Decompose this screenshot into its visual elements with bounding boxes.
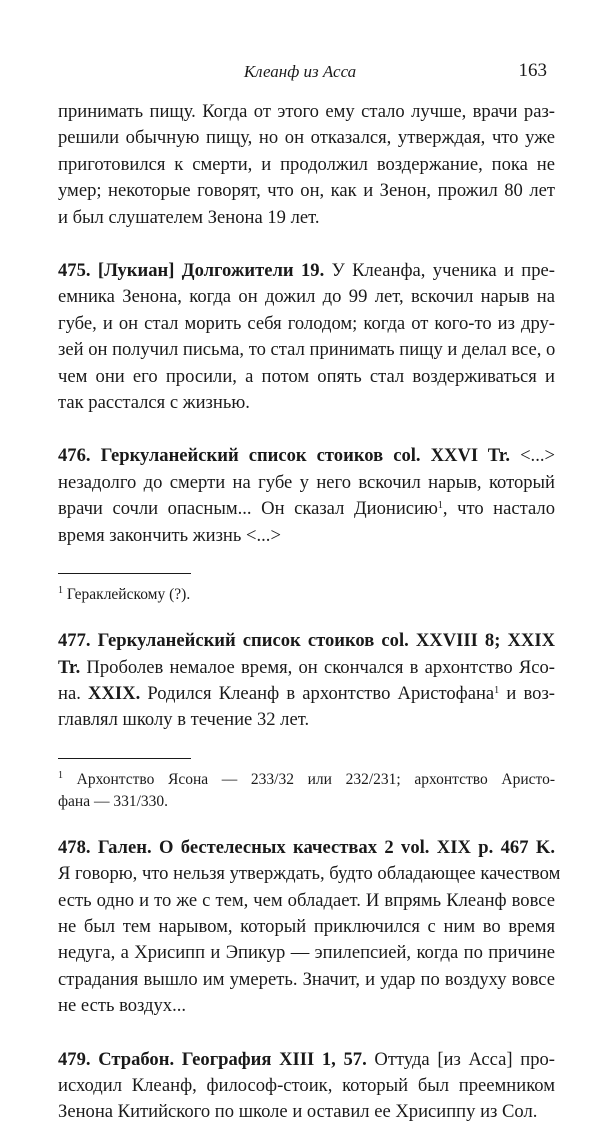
entry-heading: 475. [Лукиан] Долгожители 19.: [58, 260, 325, 282]
entry-475: [58, 258, 555, 416]
text-line: так расстался с жизнью.: [58, 392, 250, 414]
entry-479: [58, 1047, 555, 1126]
text-line: решили обычную пищу, но он отказался, утверждая, что уже: [58, 127, 555, 149]
page-number: 163: [518, 60, 547, 81]
entry-heading: 476. Геркуланейский список стоиков col. XXVI Tr.: [58, 445, 511, 467]
text-line: емника Зенона, когда он дожил до 99 лет, вскочил нарыв на: [58, 286, 555, 308]
text-line: губе, и он стал морить себя голодом; когда от кого-то из дру-: [58, 312, 555, 334]
text-line: 479. Страбон. География XIII 1, 57. Оттуда [из Асса] про-: [58, 1048, 556, 1070]
text-line: 475. [Лукиан] Долгожители 19. У Клеанфа, ученика и пре-: [58, 260, 555, 282]
running-title: Клеанф из Асса: [243, 62, 357, 81]
text-line: не есть воздух...: [58, 995, 187, 1017]
text-line: страдания вышло им умереть. Значит, и удар по воздуху вовсе: [58, 968, 555, 990]
text-line: приготовился к смерти, и продолжил воздержание, пока не: [58, 153, 555, 175]
text-line: незадолго до смерти на губе у него вскочил нарыв, который: [58, 471, 555, 493]
entry-477: [58, 628, 555, 734]
footnote-477: $^1$ Архонтство Ясона — 233/32 или 232/231; архонтство Аристо- фана — 331/330.: [58, 769, 555, 810]
text-line: и был слушателем Зенона 19 лет.: [58, 206, 320, 228]
footnote-marker: 1: [494, 684, 500, 696]
text-line: Tr. Проболев немалое время, он скончался в архонтство Ясо-: [58, 656, 555, 678]
text-line: врачи сочли опасным... Он сказал Дионисию$^1$, что настало: [58, 498, 555, 520]
entry-476: [58, 443, 555, 549]
footnote-marker: 1: [58, 769, 63, 781]
footnote-marker: 1: [437, 500, 443, 512]
text-line: Я говорю, что нельзя утверждать, будто обладающее качеством: [58, 863, 561, 885]
text-line: есть одно и то же с тем, чем обладает. И впрямь Клеанф вовсе: [58, 889, 555, 911]
text-line: чем они его просили, а потом опять стал воздерживаться и: [58, 365, 555, 387]
entry-478: [58, 835, 561, 1020]
text-line: [58, 835, 555, 861]
footnote-marker: 1: [58, 585, 63, 597]
entry-heading: 478. Гален. О бестелесных качествах 2 vol. XIX p. 467 K.: [58, 836, 555, 858]
continued-paragraph: [58, 99, 555, 231]
text-line: на. XXIX. Родился Клеанф в архонтство Аристофана$^1$ и воз-: [58, 682, 555, 704]
text-line: главлял школу в течение 32 лет.: [58, 709, 310, 731]
text-line: недуга, а Хрисипп и Эпикур — эпилепсией, когда по причине: [58, 942, 555, 964]
text-line: время закончить жизнь <...>: [58, 524, 281, 546]
text-line: зей он получил письма, то стал принимать пищу и делал все, о: [58, 339, 556, 361]
entry-heading: 479. Страбон. География XIII 1, 57.: [58, 1048, 367, 1070]
entry-heading: 477. Геркуланейский список стоиков col. XXVIII 8; XXIX: [58, 630, 555, 652]
text-line: [58, 628, 555, 654]
text-line: принимать пищу. Когда от этого ему стало лучше, врачи раз-: [58, 101, 555, 122]
body-text: [58, 99, 561, 1126]
footnote-476: $^1$ Гераклейскому (?).: [58, 585, 191, 604]
footnote-rule: [58, 573, 191, 574]
text-line: не был тем нарывом, который приключился с ним во время: [58, 915, 555, 937]
footnote-rule: [58, 758, 191, 759]
text-line: Зенона Китийского по школе и оставил ее Хрисиппу из Сол.: [58, 1101, 538, 1123]
text-line: умер; некоторые говорят, что он, как и Зенон, прожил 80 лет: [58, 180, 555, 202]
text-line: 476. Геркуланейский список стоиков col. XXVI Tr. <...>: [58, 445, 555, 467]
text-line: исходил Клеанф, философ-стоик, который был преемником: [58, 1074, 555, 1096]
